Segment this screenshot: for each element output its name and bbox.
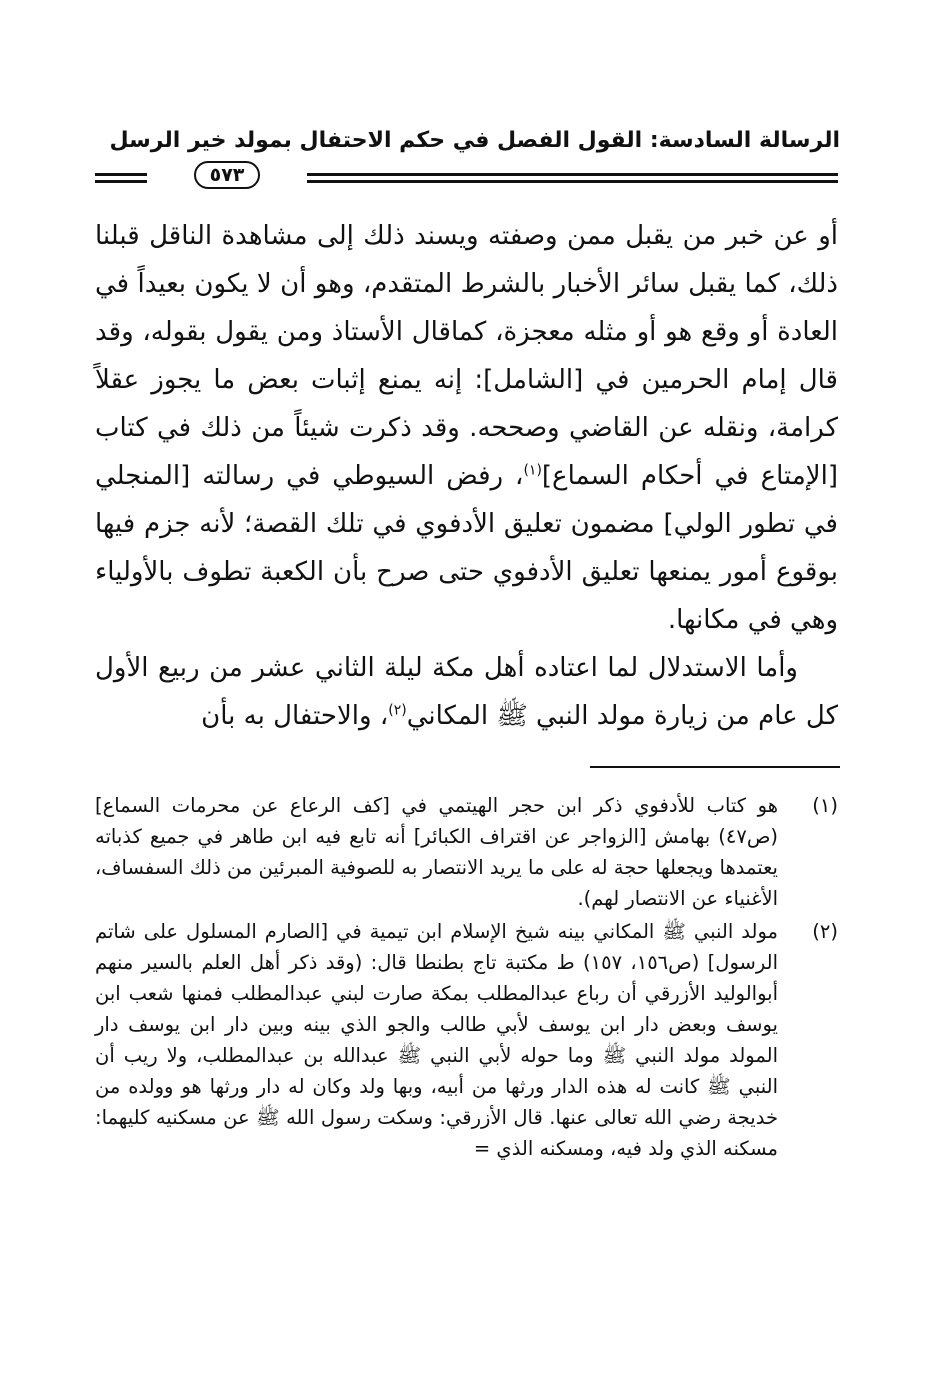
paragraph-1 — [95, 212, 838, 644]
header-rule — [95, 166, 838, 196]
main-text — [95, 212, 838, 740]
footnote-separator — [590, 766, 840, 768]
paragraph-1-text: أو عن خبر من يقبل ممن وصفته ويسند ذلك إلى مشاهدة الناقل قبلنا ذلك، كما يقبل سائر الأخبار بالشرط المتقدم، وهو أن لا يكون بعيداً في العادة أو وقع هو أو مثله معجزة، كماقال الأستاذ ومن يقول بقوله، وقد قال إمام الحرمين في [الشامل]: إنه يمنع إثبات بعض ما يجوز عقلاً كرامة، ونقله عن القاضي وصححه. وقد ذكرت شيئاً من ذلك في كتاب [الإمتاع في أحكام السماع] — [95, 221, 838, 491]
footnote-2 — [95, 916, 838, 1164]
header-rule-left — [95, 173, 147, 183]
footnotes — [95, 790, 838, 1166]
paragraph-2-text: وأما الاستدلال لما اعتاده أهل مكة ليلة الثاني عشر من ربيع الأول كل عام من زيارة مولد النبي ﷺ المكاني — [95, 653, 838, 731]
paragraph-2 — [95, 644, 838, 740]
paragraph-2-end: ، والاحتفال به بأن — [201, 701, 389, 731]
footnote-1-text: هو كتاب للأدفوي ذكر ابن حجر الهيتمي في [كف الرعاع عن محرمات السماع] (ص٤٧) بهامش [الزواجر عن اقتراف الكبائر] أنه تابع فيه ابن طاهر في جميع كذباته يعتمدها ويجعلها حجة له على ما يريد الانتصار به للصوفية المبرئين من ذلك السفساف، الأغنياء عن الانتصار لهم). — [95, 794, 778, 910]
footnote-2-text: مولد النبي ﷺ المكاني بينه شيخ الإسلام ابن تيمية في [الصارم المسلول على شاتم الرسول] (ص١٥٦، ١٥٧) ط مكتبة تاج بطنطا قال: (وقد ذكر أهل العلم بالسير منهم أبوالوليد الأزرقي أن رباع عبدالمطلب بمكة صارت لبني عبدالمطلب فمنها شعب ابن يوسف وبعض دار ابن يوسف لأبي طالب والجو الذي بينه وبين دار ابن يوسف دار المولد مولد النبي ﷺ وما حوله لأبي النبي ﷺ عبدالله بن عبدالمطلب، ولا ريب أن النبي ﷺ كانت له هذه الدار ورثها من أبيه، وبها ولد وكان له دار ورثها هو وولده من خديجة رضي الله تعالى عنها. قال الأزرقي: وسكت رسول الله ﷺ عن مسكنيه كليهما: مسكنه الذي ولد فيه، ومسكنه الذي = — [95, 920, 778, 1160]
paragraph-1-end: ، رفض السيوطي في رسالته [المنجلي في تطور الولي] مضمون تعليق الأدفوي في تلك القصة؛ لأنه جزم فيها بوقوع أمور يمنعها تعليق الأدفوي حتى صرح بأن الكعبة تطوف بالأولياء وهي في مكانها. — [95, 461, 838, 635]
page-number: ٥٧٣ — [194, 161, 261, 189]
footnote-ref-1: (١) — [523, 462, 542, 479]
footnote-1 — [95, 790, 838, 914]
footnote-2-number: (٢) — [812, 920, 838, 943]
header-rule-right — [307, 173, 838, 183]
page-number-badge — [147, 160, 307, 190]
footnote-1-number: (١) — [812, 794, 838, 817]
footnote-ref-2: (٢) — [388, 702, 407, 719]
running-header-title: الرسالة السادسة: القول الفصل في حكم الاحتفال بمولد خير الرسل — [109, 128, 840, 153]
